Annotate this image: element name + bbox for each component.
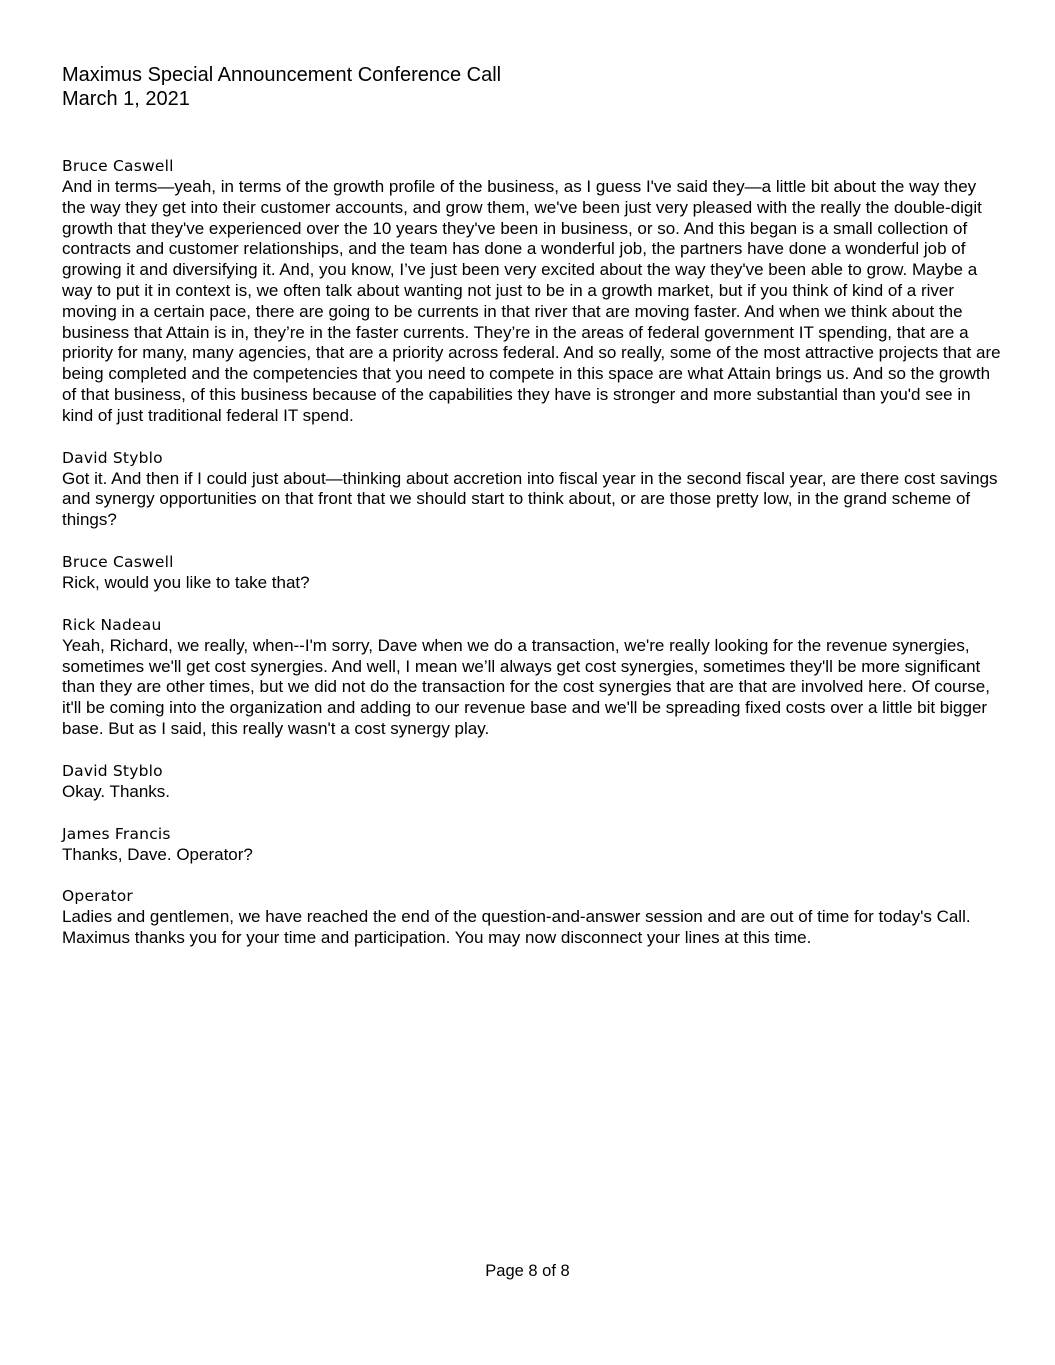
speaker-remarks: Okay. Thanks. xyxy=(62,781,171,801)
speaker-remarks: Rick, would you like to take that? xyxy=(62,572,310,592)
document-date: March 1, 2021 xyxy=(62,88,190,110)
speaker-remarks: And in terms—yeah, in terms of the growth profile of the business, as I guess I've said they—a little bit about the way they the way they get into their customer accounts, and grow them, we've been just very pleased with the really the double-digit growth that they've experienced over the 10 years they've been in business, or so. And this began is a small collection of contracts and customer relationships, and the team has done a wonderful job, the partners have done a wonderful job of growing it and diversifying it. And, you know, I’ve just been very excited about the way they've been able to grow. Maybe a way to put it in context is, we often talk about wanting not just to be in a growth market, but if you think of kind of a river moving in a certain pace, there are going to be currents in that river that are moving faster. And when we think about the business that Attain is in, they’re in the faster currents. They’re in the areas of federal government IT spending, that are a priority for many, many agencies, that are a priority across federal. And so really, some of the most attractive projects that are being completed and the competencies that you need to compete in this space are what Attain brings us. And so the growth of that business, of this business because of the capabilities they have is stronger and more substantial than you'd see in kind of just traditional federal IT spend. xyxy=(62,177,1001,425)
document-header xyxy=(62,63,501,111)
speaker-name: Bruce Caswell xyxy=(62,552,174,571)
transcript xyxy=(62,156,1002,970)
speaker-name: James Francis xyxy=(62,824,171,843)
transcript-turn xyxy=(62,824,1002,866)
transcript-turn xyxy=(62,552,1002,594)
speaker-name: Rick Nadeau xyxy=(62,615,162,634)
transcript-turn xyxy=(62,761,1002,803)
transcript-turn xyxy=(62,615,1002,740)
page-number: Page 8 of 8 xyxy=(485,1262,570,1280)
speaker-name: Operator xyxy=(62,887,133,906)
page-footer xyxy=(0,1261,1055,1281)
speaker-remarks: Yeah, Richard, we really, when--I'm sorry, Dave when we do a transaction, we're really looking for the revenue synergies, sometimes we'll get cost synergies. And well, I mean we’ll always get cost synergies, sometimes they'll be more significant than they are other times, but we did not do the transaction for the cost synergies that are that are involved here. Of course, it'll be coming into the organization and adding to our revenue base and we'll be spreading fixed costs over a little bit bigger base. But as I said, this really wasn't a cost synergy play. xyxy=(62,635,990,738)
transcript-turn xyxy=(62,448,1002,531)
speaker-remarks: Ladies and gentlemen, we have reached the end of the question-and-answer session and are out of time for today's Call. Maximus thanks you for your time and participation. You may now disconnect your lines at this time. xyxy=(62,907,971,948)
speaker-name: David Styblo xyxy=(62,761,163,780)
speaker-remarks: Got it. And then if I could just about—thinking about accretion into fiscal year in the second fiscal year, are there cost savings and synergy opportunities on that front that we should start to think about, or are those pretty low, in the grand scheme of things? xyxy=(62,468,998,530)
speaker-name: David Styblo xyxy=(62,448,163,467)
transcript-turn xyxy=(62,886,1002,949)
transcript-turn xyxy=(62,156,1002,427)
speaker-name: Bruce Caswell xyxy=(62,157,174,175)
document-title: Maximus Special Announcement Conference Call xyxy=(62,64,502,86)
speaker-remarks: Thanks, Dave. Operator? xyxy=(62,844,253,864)
